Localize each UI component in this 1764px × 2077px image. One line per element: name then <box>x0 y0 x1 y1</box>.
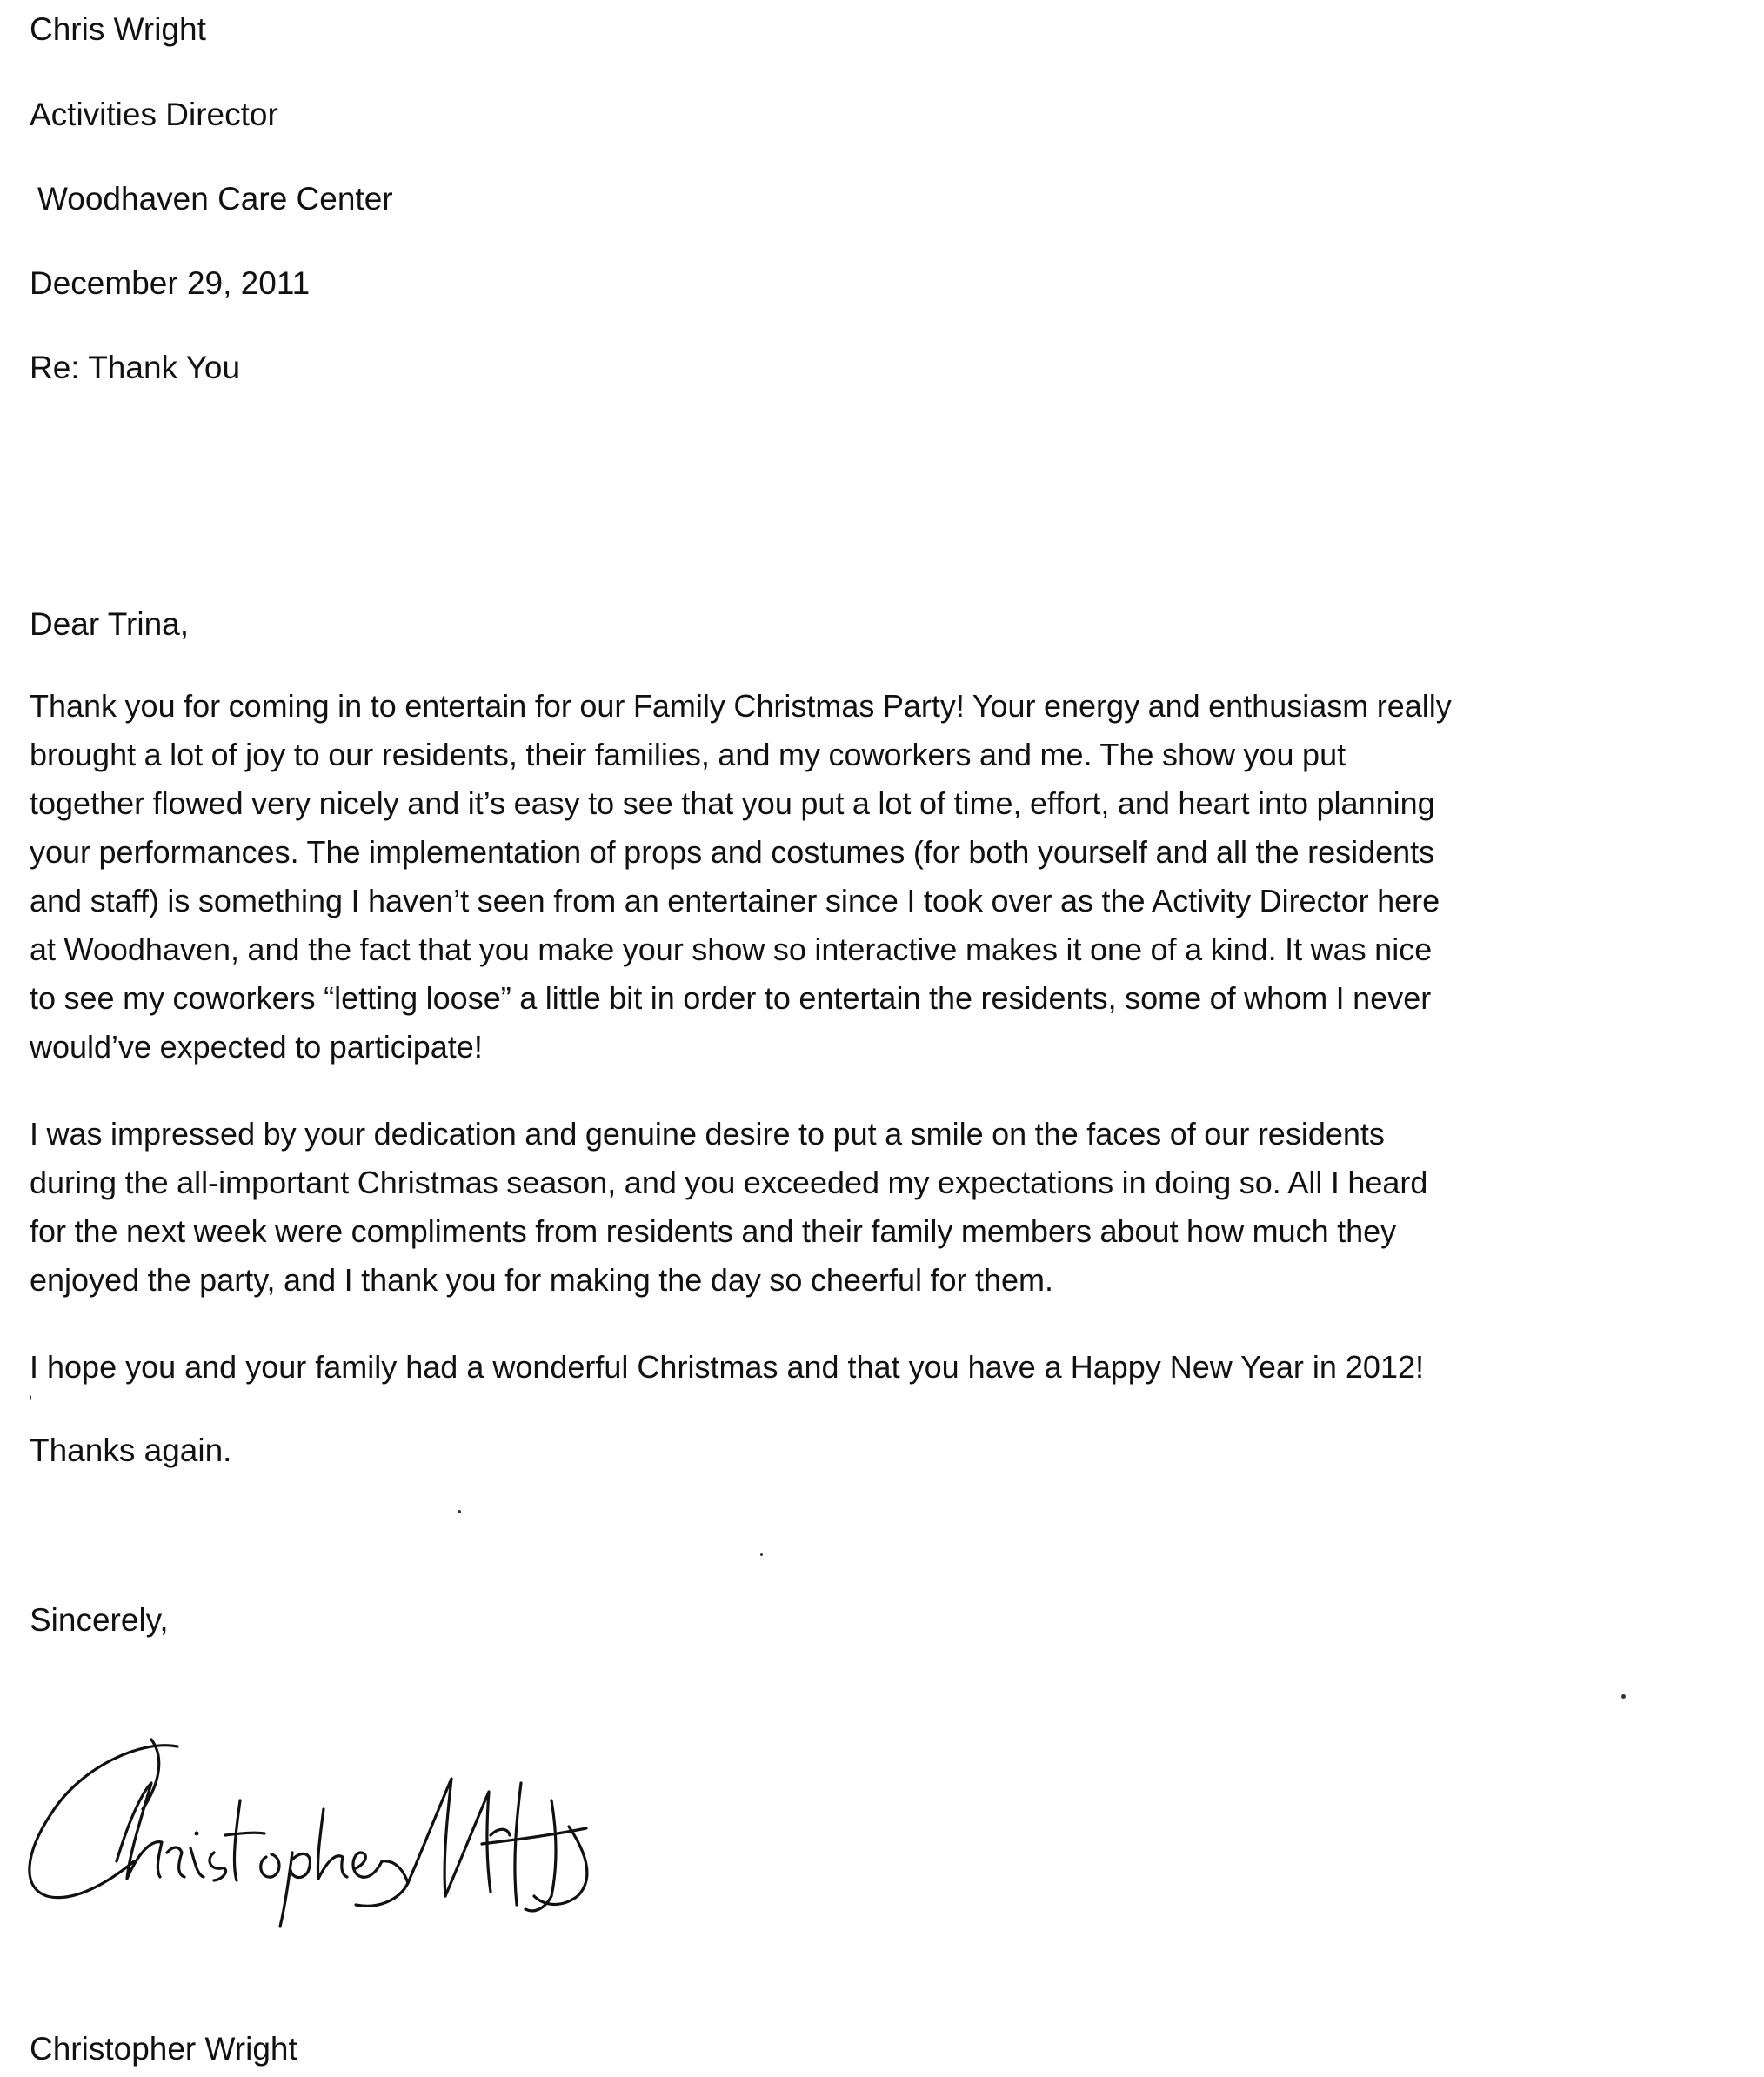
paragraph-1-line: Thank you for coming in to entertain for our Family Christmas Party! Your energy and enthusiasm really <box>30 688 1452 724</box>
closing: Sincerely, <box>30 1602 169 1638</box>
paragraph-1-line: to see my coworkers “letting loose” a little bit in order to entertain the residents, some of whom I never <box>30 980 1432 1016</box>
paragraph-1-line: at Woodhaven, and the fact that you make your show so interactive makes it one of a kind. It was nice <box>30 932 1433 967</box>
paragraph-2-line: enjoyed the party, and I thank you for making the day so cheerful for them. <box>30 1262 1054 1298</box>
paragraph-2-line: I was impressed by your dedication and genuine desire to put a smile on the faces of our residents <box>30 1116 1385 1152</box>
scan-speck <box>458 1510 461 1513</box>
paragraph-1-line: and staff) is something I haven’t seen from an entertainer since I took over as the Activity Director here <box>30 883 1440 918</box>
paragraph-1-line: together flowed very nicely and it’s easy to see that you put a lot of time, effort, and heart into planning <box>30 785 1435 821</box>
letter-subject: Re: Thank You <box>30 350 241 385</box>
paragraph-2-line: for the next week were compliments from residents and their family members about how much they <box>30 1213 1397 1249</box>
paragraph-1-line: brought a lot of joy to our residents, their families, and my coworkers and me. The show you put <box>30 737 1346 772</box>
sender-name: Chris Wright <box>30 11 206 47</box>
paragraph-2-line: during the all-important Christmas season, and you exceeded my expectations in doing so. All I heard <box>30 1165 1428 1200</box>
paragraph-3: I hope you and your family had a wonderful Christmas and that you have a Happy New Year in 2012! <box>30 1349 1424 1385</box>
sender-title: Activities Director <box>30 97 278 132</box>
handwritten-signature <box>12 1731 621 1931</box>
scan-speck <box>760 1553 763 1556</box>
sender-organization: Woodhaven Care Center <box>37 181 393 217</box>
salutation: Dear Trina, <box>30 606 190 642</box>
paragraph-2 <box>30 1110 1761 1305</box>
paragraph-1-line: your performances. The implementation of props and costumes (for both yourself and all the residents <box>30 834 1435 870</box>
printed-name: Christopher Wright <box>30 2031 297 2067</box>
paragraph-1-line: would’ve expected to participate! <box>30 1029 483 1065</box>
letter-date: December 29, 2011 <box>30 265 311 301</box>
scan-speck <box>30 1395 31 1400</box>
thanks-line: Thanks again. <box>30 1433 232 1468</box>
paragraph-1 <box>30 682 1761 1072</box>
scan-speck <box>1621 1694 1626 1699</box>
